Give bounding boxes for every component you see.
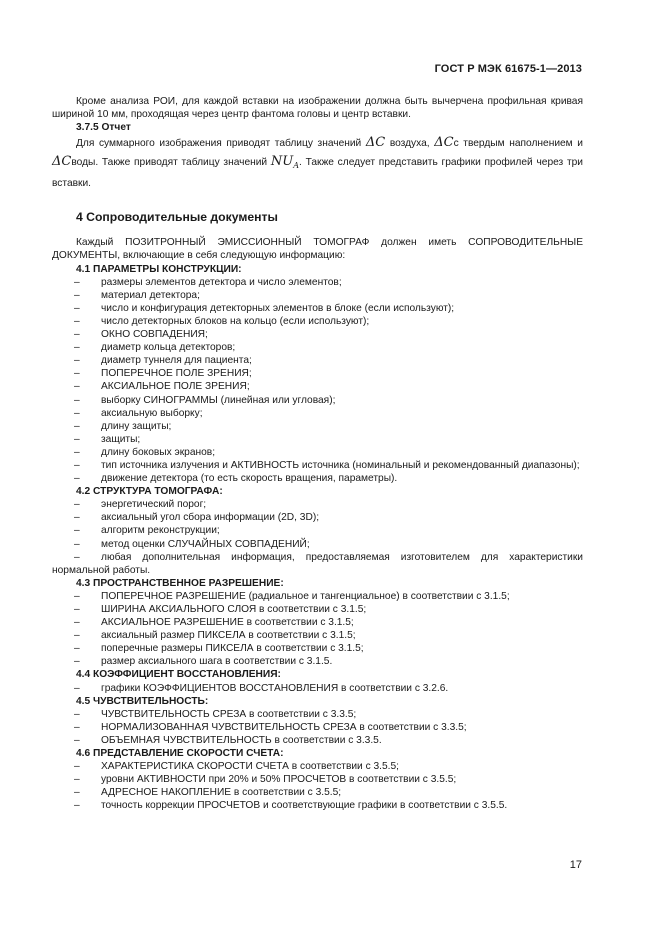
list-item-text: ШИРИНА АКСИАЛЬНОГО СЛОЯ в соответствии с 3.1.5; (101, 604, 367, 615)
list-item-text: АКСИАЛЬНОЕ РАЗРЕШЕНИЕ в соответствии с 3.1.5; (101, 617, 354, 629)
list-item-text: аксиальный размер ПИКСЕЛА в соответствии с 3.1.5; (101, 630, 356, 642)
list-item (52, 420, 583, 433)
list-item (52, 616, 583, 629)
list-item (52, 446, 583, 459)
list-item-text: любая дополнительная информация, предоставляемая изготовителем для характеристики нормальной работы. (52, 551, 583, 576)
list-item-text: размер аксиального шага в соответствии с 3.1.5. (101, 656, 333, 668)
list-item-text: диаметр туннеля для пациента; (101, 355, 252, 367)
list-item-text: материал детектора; (101, 289, 200, 301)
list-item-text: ХАРАКТЕРИСТИКА СКОРОСТИ СЧЕТА в соответствии с 3.5.5; (101, 761, 399, 773)
subsection-heading: 4.3 ПРОСТРАНСТВЕННОЕ РАЗРЕШЕНИЕ: (76, 577, 284, 589)
list-item-text: аксиальный угол сбора информации (2D, 3D); (101, 512, 320, 524)
list-item-text: ОБЪЕМНАЯ ЧУВСТВИТЕЛЬНОСТЬ в соответствии с 3.3.5. (101, 734, 382, 746)
list-item (52, 760, 583, 773)
list-item (52, 315, 583, 328)
list-dash: – (74, 525, 80, 537)
list-dash: – (74, 630, 80, 642)
list-dash: – (74, 682, 80, 694)
list-dash: – (74, 708, 80, 720)
list-item-text: защиты; (101, 433, 141, 445)
list-item-text: ПОПЕРЕЧНОЕ ПОЛЕ ЗРЕНИЯ; (101, 368, 252, 380)
subsection-heading: 4.1 ПАРАМЕТРЫ КОНСТРУКЦИИ: (76, 263, 242, 275)
list-item (52, 708, 583, 721)
list-item (52, 642, 583, 655)
list-dash: – (74, 800, 80, 812)
list-item-text: алгоритм реконструкции; (101, 525, 220, 537)
list-item-text: энергетический порог; (101, 499, 207, 511)
list-dash: – (74, 276, 80, 288)
delta-c-symbol: ΔC (365, 135, 386, 151)
list-item (52, 341, 583, 354)
list-item (52, 394, 583, 407)
list-item (52, 289, 583, 302)
list-dash: – (74, 499, 80, 511)
report-text-3: с твердым наполнением и (453, 138, 583, 150)
list-item-text: движение детектора (то есть скорость вращения, параметры). (101, 473, 398, 485)
subsection-list (52, 682, 583, 695)
list-dash: – (74, 774, 80, 786)
list-item (52, 302, 583, 315)
subsection-list (52, 498, 583, 577)
list-item (52, 380, 583, 393)
list-item-text: АКСИАЛЬНОЕ ПОЛЕ ЗРЕНИЯ; (101, 381, 250, 393)
report-text-1: Для суммарного изображения приводят таблицу значений (76, 138, 362, 150)
list-item-text: метод оценки СЛУЧАЙНЫХ СОВПАДЕНИЙ; (101, 538, 310, 550)
list-item (52, 407, 583, 420)
list-item-text: длину защиты; (101, 420, 172, 432)
delta-c-symbol: ΔC (52, 154, 72, 170)
list-item (52, 734, 583, 747)
list-item (52, 367, 583, 380)
subsection-list (52, 760, 583, 812)
list-item (52, 498, 583, 511)
section-intro: Каждый ПОЗИТРОННЫЙ ЭМИССИОННЫЙ ТОМОГРАФ должен иметь СОПРОВОДИТЕЛЬНЫЕ ДОКУМЕНТЫ, включающие в себя следующую информацию: (52, 237, 583, 262)
standard-header: ГОСТ Р МЭК 61675-1—2013 (434, 63, 582, 75)
list-dash: – (74, 342, 80, 354)
list-item (52, 773, 583, 786)
list-item-text: диаметр кольца детекторов; (101, 342, 236, 354)
list-item-text: тип источника излучения и АКТИВНОСТЬ источника (номинальный и рекомендованный диапазоны); (101, 459, 580, 471)
list-dash: – (74, 355, 80, 367)
subsection-heading: 4.4 КОЭФФИЦИЕНТ ВОССТАНОВЛЕНИЯ: (76, 669, 281, 681)
list-dash: – (74, 315, 80, 327)
list-dash: – (74, 617, 80, 629)
list-dash: – (74, 446, 80, 458)
list-item-text: аксиальную выборку; (101, 407, 203, 419)
list-dash: – (74, 420, 80, 432)
list-item-text: ЧУВСТВИТЕЛЬНОСТЬ СРЕЗА в соответствии с 3.3.5; (101, 708, 357, 720)
list-dash: – (74, 394, 80, 406)
list-item (52, 603, 583, 616)
report-text-4: воды. Также приводят таблицу значений (71, 157, 268, 169)
list-dash: – (74, 368, 80, 380)
list-dash: – (74, 551, 80, 563)
list-item-text: размеры элементов детектора и число элементов; (101, 276, 342, 288)
subsection-heading: 4.6 ПРЕДСТАВЛЕНИЕ СКОРОСТИ СЧЕТА: (76, 748, 284, 760)
report-paragraph (52, 134, 583, 193)
list-dash: – (74, 473, 80, 485)
list-dash: – (74, 289, 80, 301)
subsection-heading: 4.5 ЧУВСТВИТЕЛЬНОСТЬ: (76, 695, 209, 707)
list-item (52, 472, 583, 485)
list-dash: – (74, 590, 80, 602)
report-heading: 3.7.5 Отчет (76, 122, 131, 134)
list-dash: – (74, 433, 80, 445)
list-item-text: выборку СИНОГРАММЫ (линейная или угловая); (101, 394, 336, 406)
page-content (52, 95, 583, 813)
list-item (52, 799, 583, 812)
list-dash: – (74, 381, 80, 393)
list-item (52, 328, 583, 341)
list-item-text: уровни АКТИВНОСТИ при 20% и 50% ПРОСЧЕТОВ в соответствии с 3.5.5; (101, 774, 457, 786)
list-item (52, 551, 583, 577)
list-dash: – (74, 329, 80, 341)
list-dash: – (74, 538, 80, 550)
subsection-list (52, 590, 583, 669)
list-item-text: АДРЕСНОЕ НАКОПЛЕНИЕ в соответствии с 3.5.5; (101, 787, 342, 799)
list-item-text: число и конфигурация детекторных элементов в блоке (если используют); (101, 302, 455, 314)
report-text-5: . Также следует представить графики профилей через три вставки. (52, 157, 583, 190)
list-item (52, 524, 583, 537)
list-dash: – (74, 407, 80, 419)
list-item-text: графики КОЭФФИЦИЕНТОВ ВОССТАНОВЛЕНИЯ в соответствии с 3.2.6. (101, 682, 449, 694)
subsection-heading: 4.2 СТРУКТУРА ТОМОГРАФА: (76, 486, 223, 498)
list-item-text: точность коррекции ПРОСЧЕТОВ и соответствующие графики в соответствии с 3.5.5. (101, 800, 508, 812)
list-item-text: длину боковых экранов; (101, 446, 216, 458)
list-item (52, 786, 583, 799)
list-item (52, 655, 583, 668)
delta-c-symbol: ΔC (434, 135, 454, 151)
list-dash: – (74, 761, 80, 773)
list-item (52, 276, 583, 289)
list-dash: – (74, 656, 80, 668)
list-item-text: число детекторных блоков на кольцо (если используют); (101, 315, 370, 327)
subsections-container (52, 263, 583, 813)
nu-symbol: $NU_A$ (270, 154, 299, 171)
list-dash: – (74, 512, 80, 524)
list-item (52, 354, 583, 367)
subsection-list (52, 708, 583, 747)
list-item-text: НОРМАЛИЗОВАННАЯ ЧУВСТВИТЕЛЬНОСТЬ СРЕЗА в соответствии с 3.3.5; (101, 721, 467, 733)
intro-paragraph: Кроме анализа РОИ, для каждой вставки на изображении должна быть вычерчена профильная кривая шириной 10 мм, проходящая через центр фантома головы и центр вставки. (52, 96, 583, 121)
list-dash: – (74, 459, 80, 471)
list-item (52, 629, 583, 642)
list-dash: – (74, 643, 80, 655)
list-item (52, 590, 583, 603)
list-dash: – (74, 734, 80, 746)
subsection-list (52, 276, 583, 486)
page-number: 17 (569, 859, 582, 871)
report-text-2: воздуха, (389, 138, 430, 150)
list-item (52, 538, 583, 551)
list-item-text: ПОПЕРЕЧНОЕ РАЗРЕШЕНИЕ (радиальное и тангенциальное) в соответствии с 3.1.5; (101, 590, 510, 602)
list-item (52, 721, 583, 734)
list-item (52, 459, 583, 472)
list-item (52, 682, 583, 695)
list-item-text: поперечные размеры ПИКСЕЛА в соответствии с 3.1.5; (101, 643, 364, 655)
list-dash: – (74, 787, 80, 799)
list-item-text: ОКНО СОВПАДЕНИЯ; (101, 329, 208, 341)
list-item (52, 433, 583, 446)
list-dash: – (74, 721, 80, 733)
section-title: 4 Сопроводительные документы (76, 210, 278, 225)
list-dash: – (74, 302, 80, 314)
list-dash: – (74, 604, 80, 615)
list-item (52, 511, 583, 524)
